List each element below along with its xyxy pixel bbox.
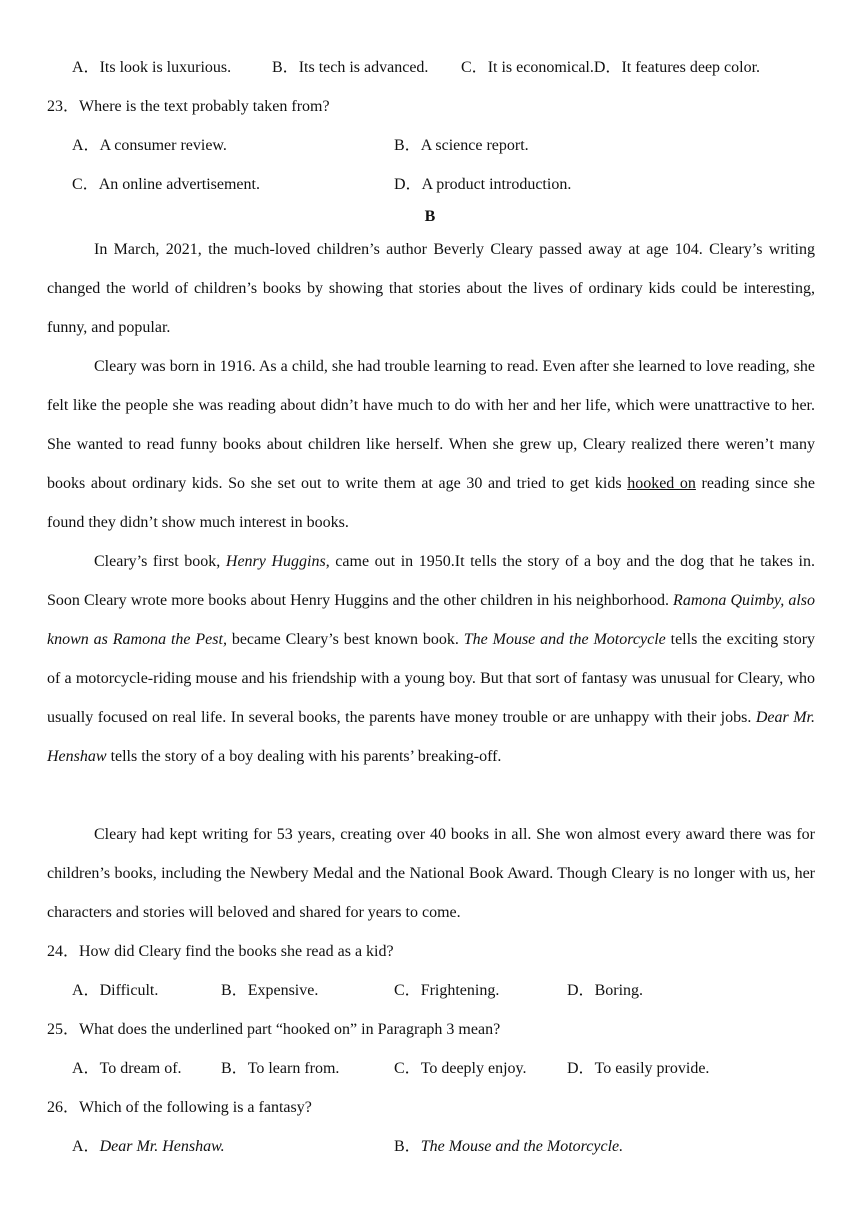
option-text: To easily provide. xyxy=(594,1060,710,1077)
paragraph-1: In March, 2021, the much-loved children’s author Beverly Cleary passed away at age 104. Cleary’s writing changed the world of children’s books by showing that stories about the lives of ordinary kids could be interesting, funny, and popular. xyxy=(47,241,815,336)
q25-option-c xyxy=(394,1059,527,1079)
option-text: Frightening. xyxy=(420,982,500,999)
q25-option-d xyxy=(567,1059,709,1079)
q24-question: 24．How did Cleary find the books she read as a kid? xyxy=(47,943,394,960)
option-letter: A． xyxy=(72,1060,100,1077)
option-letter: D． xyxy=(593,59,622,76)
book-title-dear-mr-henshaw: Dear Mr. Henshaw xyxy=(47,709,815,765)
q24-option-b xyxy=(221,981,318,1001)
option-text: Difficult. xyxy=(99,982,159,999)
paragraph-4: Cleary had kept writing for 53 years, creating over 40 books in all. She won almost every award there was for children’s books, including the Newbery Medal and the National Book Award. Though Cleary is no longer with us, her characters and stories will beloved and shared for years to come. xyxy=(47,826,815,921)
q23-option-b xyxy=(394,136,529,156)
paragraph-3-text-a: Cleary’s first book, xyxy=(94,553,226,570)
q22-option-c-d xyxy=(461,58,760,78)
paragraph-2-text-b: reading since she found they didn’t show much interest in books. xyxy=(47,475,815,531)
section-heading: B xyxy=(424,208,436,225)
option-letter: D． xyxy=(394,176,422,193)
option-text: A product introduction. xyxy=(421,176,572,193)
option-letter: C． xyxy=(394,982,421,999)
option-text: Expensive. xyxy=(247,982,319,999)
q24-option-a xyxy=(72,981,158,1001)
book-title-ramona: Ramona Quimby, also known as Ramona the Pest, xyxy=(47,592,815,648)
q26-option-a xyxy=(72,1137,225,1157)
paragraph-3-text-d: tells the exciting story of a motorcycle-riding mouse and his friendship with a young boy. But that sort of fantasy was unusual for Cleary, who usually focused on real life. In several books, the parents have money trouble or are unhappy with their jobs. xyxy=(47,631,816,726)
q24-option-d xyxy=(567,981,643,1001)
option-text: To learn from. xyxy=(247,1060,340,1077)
option-text: A consumer review. xyxy=(99,137,227,154)
option-text: It is economical. xyxy=(487,59,594,76)
option-text: Its look is luxurious. xyxy=(99,59,232,76)
q24-option-c xyxy=(394,981,499,1001)
paragraph-2 xyxy=(47,347,815,542)
option-letter: A． xyxy=(72,59,100,76)
paragraph-3-text-b: , came out in 1950.It tells the story of a boy and the dog that he takes in. Soon Cleary wrote more books about Henry Huggins and the other children in his neighborhood. xyxy=(47,553,815,609)
option-letter: C． xyxy=(461,59,488,76)
q26-option-b xyxy=(394,1137,623,1157)
option-letter: A． xyxy=(72,982,100,999)
q23-option-d xyxy=(394,175,571,195)
q25-question: 25．What does the underlined part “hooked on” in Paragraph 3 mean? xyxy=(47,1021,501,1038)
option-letter: B． xyxy=(221,1060,248,1077)
q23-question: 23．Where is the text probably taken from? xyxy=(47,98,330,115)
option-letter: B． xyxy=(272,59,299,76)
option-text: Dear Mr. Henshaw. xyxy=(99,1138,225,1155)
q23-option-c xyxy=(72,175,260,195)
option-letter: D． xyxy=(567,982,595,999)
option-text: To dream of. xyxy=(99,1060,182,1077)
q22-option-a xyxy=(72,58,231,78)
option-letter: B． xyxy=(394,137,421,154)
book-title-henry-huggins: Henry Huggins xyxy=(225,553,326,570)
option-letter: C． xyxy=(72,176,99,193)
option-letter: B． xyxy=(394,1138,421,1155)
option-text: An online advertisement. xyxy=(98,176,260,193)
paragraph-3-text-e: tells the story of a boy dealing with his parents’ breaking-off. xyxy=(106,748,502,765)
q25-option-b xyxy=(221,1059,339,1079)
option-text: Its tech is advanced. xyxy=(298,59,429,76)
paragraph-3-text-c: became Cleary’s best known book. xyxy=(226,631,464,648)
q26-question: 26．Which of the following is a fantasy? xyxy=(47,1099,312,1116)
q25-option-a xyxy=(72,1059,182,1079)
underlined-phrase: hooked on xyxy=(627,475,696,492)
option-text: A science report. xyxy=(420,137,529,154)
option-letter: A． xyxy=(72,1138,100,1155)
option-letter: D． xyxy=(567,1060,595,1077)
option-text: It features deep color. xyxy=(621,59,761,76)
q23-option-a xyxy=(72,136,227,156)
option-letter: A． xyxy=(72,137,100,154)
paragraph-3 xyxy=(47,542,815,776)
option-letter: B． xyxy=(221,982,248,999)
option-text: The Mouse and the Motorcycle. xyxy=(420,1138,624,1155)
option-letter: C． xyxy=(394,1060,421,1077)
option-text: To deeply enjoy. xyxy=(420,1060,527,1077)
book-title-mouse-motorcycle: The Mouse and the Motorcycle xyxy=(463,631,666,648)
paragraph-2-text-a: Cleary was born in 1916. As a child, she had trouble learning to read. Even after she learned to love reading, she felt like the people she was reading about didn’t have much to do with her and her life, which were unattractive to her. She wanted to read funny books about children like herself. When she grew up, Cleary realized there weren’t many books about ordinary kids. So she set out to write them at age 30 and tried to get kids xyxy=(47,358,815,492)
option-text: Boring. xyxy=(594,982,644,999)
q22-option-b xyxy=(272,58,428,78)
